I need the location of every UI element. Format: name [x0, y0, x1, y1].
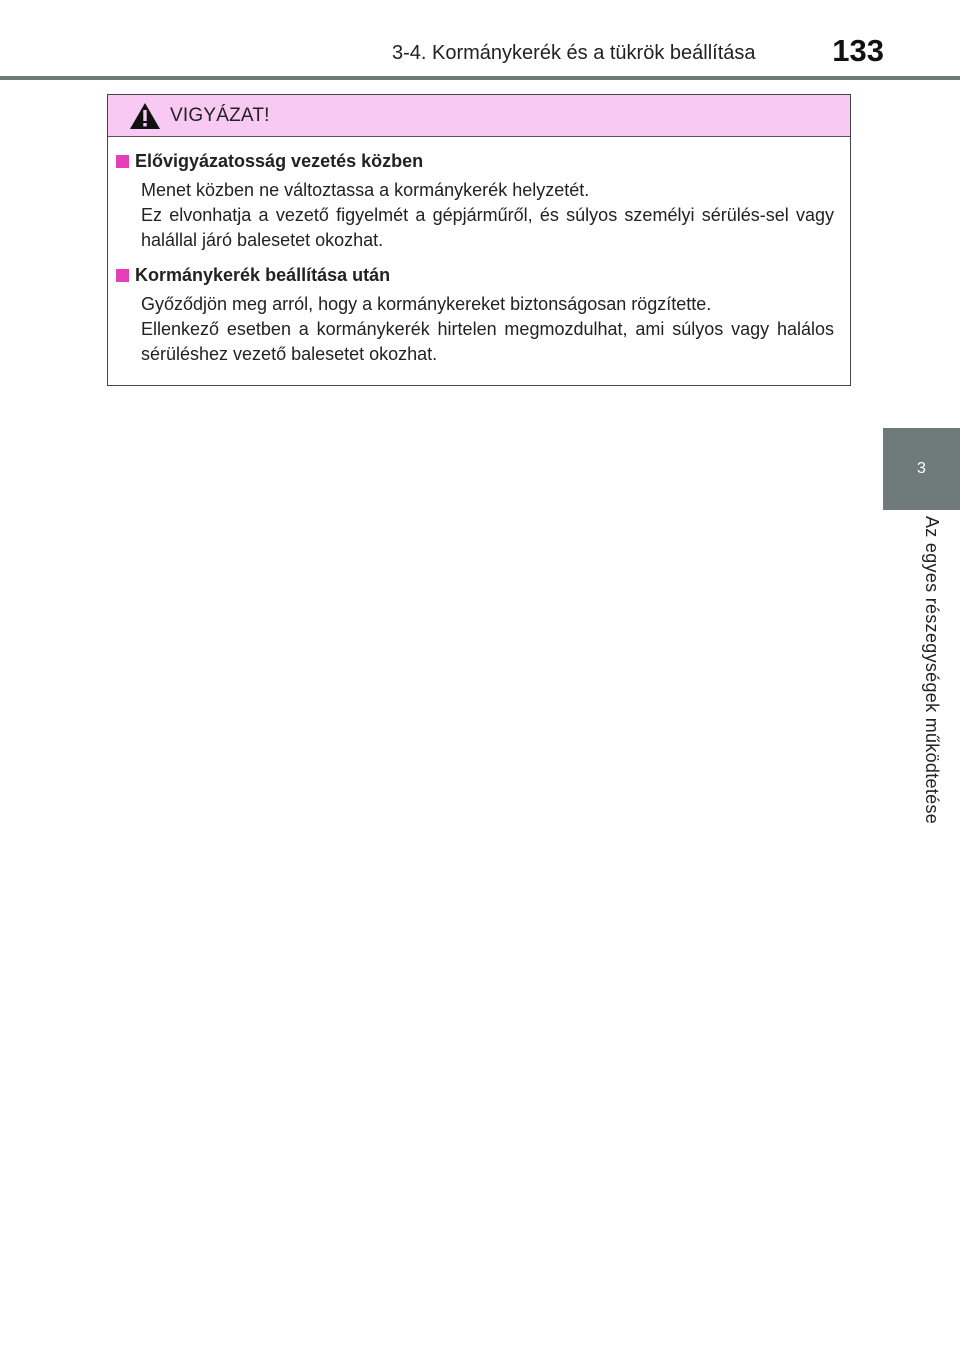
caution-box: [107, 94, 851, 386]
page-number: 133: [832, 33, 884, 68]
square-bullet-icon: [116, 155, 129, 168]
caution-item-heading-text: Kormánykerék beállítása után: [135, 265, 391, 285]
caution-header: [108, 95, 850, 137]
chapter-tab: [883, 428, 960, 510]
caution-title: VIGYÁZAT!: [170, 104, 270, 126]
caution-item-text: Menet közben ne változtassa a kormánykerék helyzetét.: [141, 180, 590, 200]
caution-item-heading: [116, 151, 834, 172]
warning-triangle-icon: [128, 101, 162, 131]
caution-item-text: Ez elvonhatja a vezető figyelmét a gépjárműről, és súlyos személyi sérülés-sel vagy halállal járó balesetet okozhat.: [141, 205, 834, 250]
caution-item: [116, 151, 834, 253]
square-bullet-icon: [116, 269, 129, 282]
caution-item-text: Győződjön meg arról, hogy a kormánykereket biztonságosan rögzítette.: [141, 294, 712, 314]
caution-item: [116, 265, 834, 367]
section-title: 3-4. Kormánykerék és a tükrök beállítása: [392, 42, 756, 64]
chapter-number: 3: [917, 460, 926, 477]
header-divider: [0, 76, 960, 80]
caution-body: [108, 137, 850, 367]
caution-item-heading: [116, 265, 834, 286]
caution-item-text: Ellenkező esetben a kormánykerék hirtelen megmozdulhat, ami súlyos vagy halálos sérüléshez vezető balesetet okozhat.: [141, 319, 834, 364]
chapter-label: Az egyes részegységek működtetése: [922, 516, 942, 825]
caution-item-heading-text: Elővigyázatosság vezetés közben: [135, 151, 424, 171]
